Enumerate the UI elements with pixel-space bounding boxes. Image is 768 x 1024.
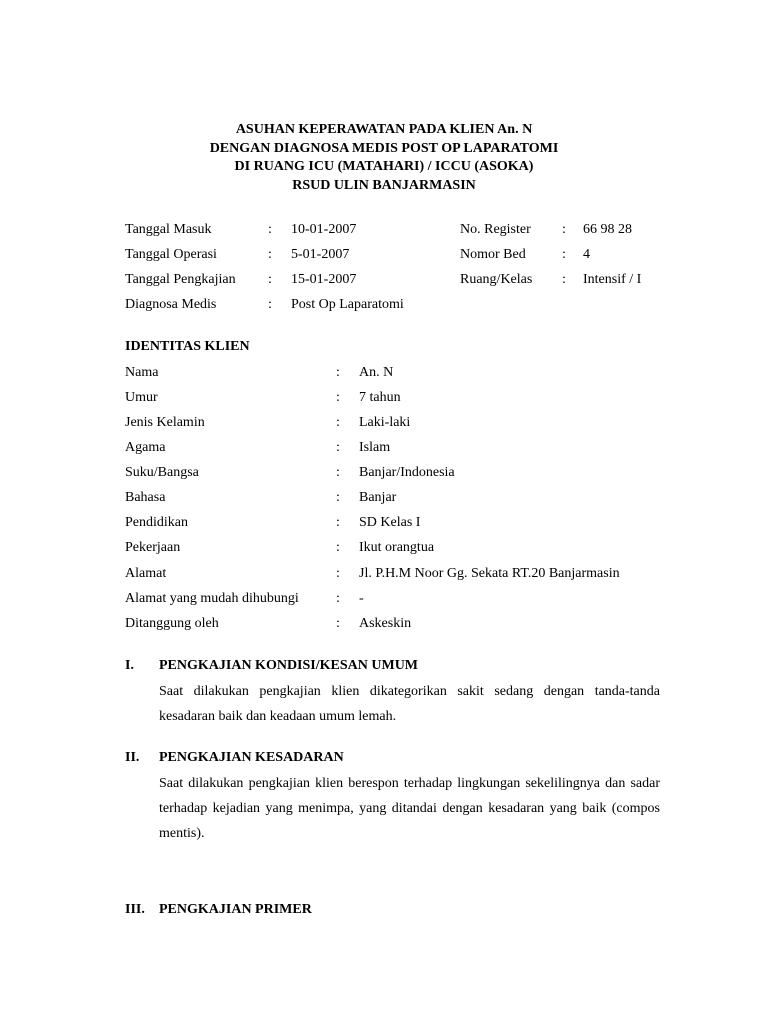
identitas-label-pekerjaan: Pekerjaan xyxy=(125,540,181,555)
identitas-label-nama: Nama xyxy=(125,365,159,380)
identitas-colon: : xyxy=(336,465,340,480)
section-heading-kondisi-kesan-umum: PENGKAJIAN KONDISI/KESAN UMUM xyxy=(159,658,419,673)
admin-colon: : xyxy=(268,247,272,262)
section-numeral-2: II. xyxy=(125,750,140,765)
identitas-colon: : xyxy=(336,515,340,530)
section-body-kesadaran: Saat dilakukan pengkajian klien berespon terhadap lingkungan sekelilingnya dan sadar terhadap kejadian yang menimpa, yang ditandai dengan kesadaran yang baik (compos mentis). xyxy=(159,776,660,841)
admin-colon: : xyxy=(268,297,272,312)
title-line-3: DI RUANG ICU (MATAHARI) / ICCU (ASOKA) xyxy=(234,159,534,174)
identitas-value-bahasa: Banjar xyxy=(359,490,397,505)
section-heading-kesadaran: PENGKAJIAN KESADARAN xyxy=(159,750,344,765)
section-numeral-1: I. xyxy=(125,658,134,673)
identitas-colon: : xyxy=(336,566,340,581)
identitas-value-pekerjaan: Ikut orangtua xyxy=(359,540,435,555)
identitas-value-umur: 7 tahun xyxy=(359,390,401,405)
identitas-label-alamat: Alamat xyxy=(125,566,167,581)
admin-value-nomor-bed: 4 xyxy=(583,247,590,262)
admin-label-tanggal-masuk: Tanggal Masuk xyxy=(125,222,212,237)
identitas-colon: : xyxy=(336,415,340,430)
admin-value-tanggal-pengkajian: 15-01-2007 xyxy=(291,272,357,287)
identitas-value-jenis-kelamin: Laki-laki xyxy=(359,415,411,430)
section-numeral-3: III. xyxy=(125,902,145,917)
identitas-value-nama: An. N xyxy=(359,365,394,380)
admin-label-nomor-bed: Nomor Bed xyxy=(460,247,526,262)
section-heading-pengkajian-primer: PENGKAJIAN PRIMER xyxy=(159,902,312,917)
admin-value-no-register: 66 98 28 xyxy=(583,222,632,237)
identitas-colon: : xyxy=(336,591,340,606)
identitas-colon: : xyxy=(336,616,340,631)
admin-label-tanggal-operasi: Tanggal Operasi xyxy=(125,247,217,262)
identitas-label-pendidikan: Pendidikan xyxy=(125,515,188,530)
identitas-colon: : xyxy=(336,390,340,405)
admin-colon: : xyxy=(562,247,566,262)
admin-label-no-register: No. Register xyxy=(460,222,531,237)
admin-label-tanggal-pengkajian: Tanggal Pengkajian xyxy=(125,272,236,287)
identitas-value-suku-bangsa: Banjar/Indonesia xyxy=(359,465,455,480)
section-body-kondisi-kesan-umum: Saat dilakukan pengkajian klien dikategorikan sakit sedang dengan tanda-tanda kesadaran baik dan keadaan umum lemah. xyxy=(159,684,660,724)
identitas-label-alamat-dihubungi: Alamat yang mudah dihubungi xyxy=(125,591,299,606)
identitas-label-ditanggung-oleh: Ditanggung oleh xyxy=(125,616,219,631)
identitas-value-pendidikan: SD Kelas I xyxy=(359,515,421,530)
admin-value-ruang-kelas: Intensif / I xyxy=(583,272,642,287)
identitas-value-agama: Islam xyxy=(359,440,391,455)
admin-label-diagnosa-medis: Diagnosa Medis xyxy=(125,297,217,312)
admin-value-tanggal-masuk: 10-01-2007 xyxy=(291,222,357,237)
admin-label-ruang-kelas: Ruang/Kelas xyxy=(460,272,533,287)
identitas-colon: : xyxy=(336,540,340,555)
section-heading-identitas-klien: IDENTITAS KLIEN xyxy=(125,339,250,354)
admin-colon: : xyxy=(268,272,272,287)
identitas-label-jenis-kelamin: Jenis Kelamin xyxy=(125,415,205,430)
identitas-colon: : xyxy=(336,490,340,505)
admin-colon: : xyxy=(562,222,566,237)
identitas-label-bahasa: Bahasa xyxy=(125,490,166,505)
title-line-2: DENGAN DIAGNOSA MEDIS POST OP LAPARATOMI xyxy=(209,140,559,156)
identitas-label-suku-bangsa: Suku/Bangsa xyxy=(125,465,199,480)
identitas-colon: : xyxy=(336,440,340,455)
admin-colon: : xyxy=(268,222,272,237)
admin-colon: : xyxy=(562,272,566,287)
identitas-colon: : xyxy=(336,365,340,380)
title-line-1: ASUHAN KEPERAWATAN PADA KLIEN An. N xyxy=(235,122,533,137)
identitas-value-alamat: Jl. P.H.M Noor Gg. Sekata RT.20 Banjarmasin xyxy=(359,566,620,581)
identitas-label-agama: Agama xyxy=(125,440,166,455)
document-title xyxy=(0,121,768,195)
identitas-value-alamat-dihubungi: - xyxy=(359,591,364,606)
admin-value-diagnosa-medis: Post Op Laparatomi xyxy=(291,297,404,312)
title-line-4: RSUD ULIN BANJARMASIN xyxy=(292,177,476,193)
admin-value-tanggal-operasi: 5-01-2007 xyxy=(291,247,350,262)
identitas-label-umur: Umur xyxy=(125,390,158,405)
identitas-value-ditanggung-oleh: Askeskin xyxy=(359,616,412,631)
